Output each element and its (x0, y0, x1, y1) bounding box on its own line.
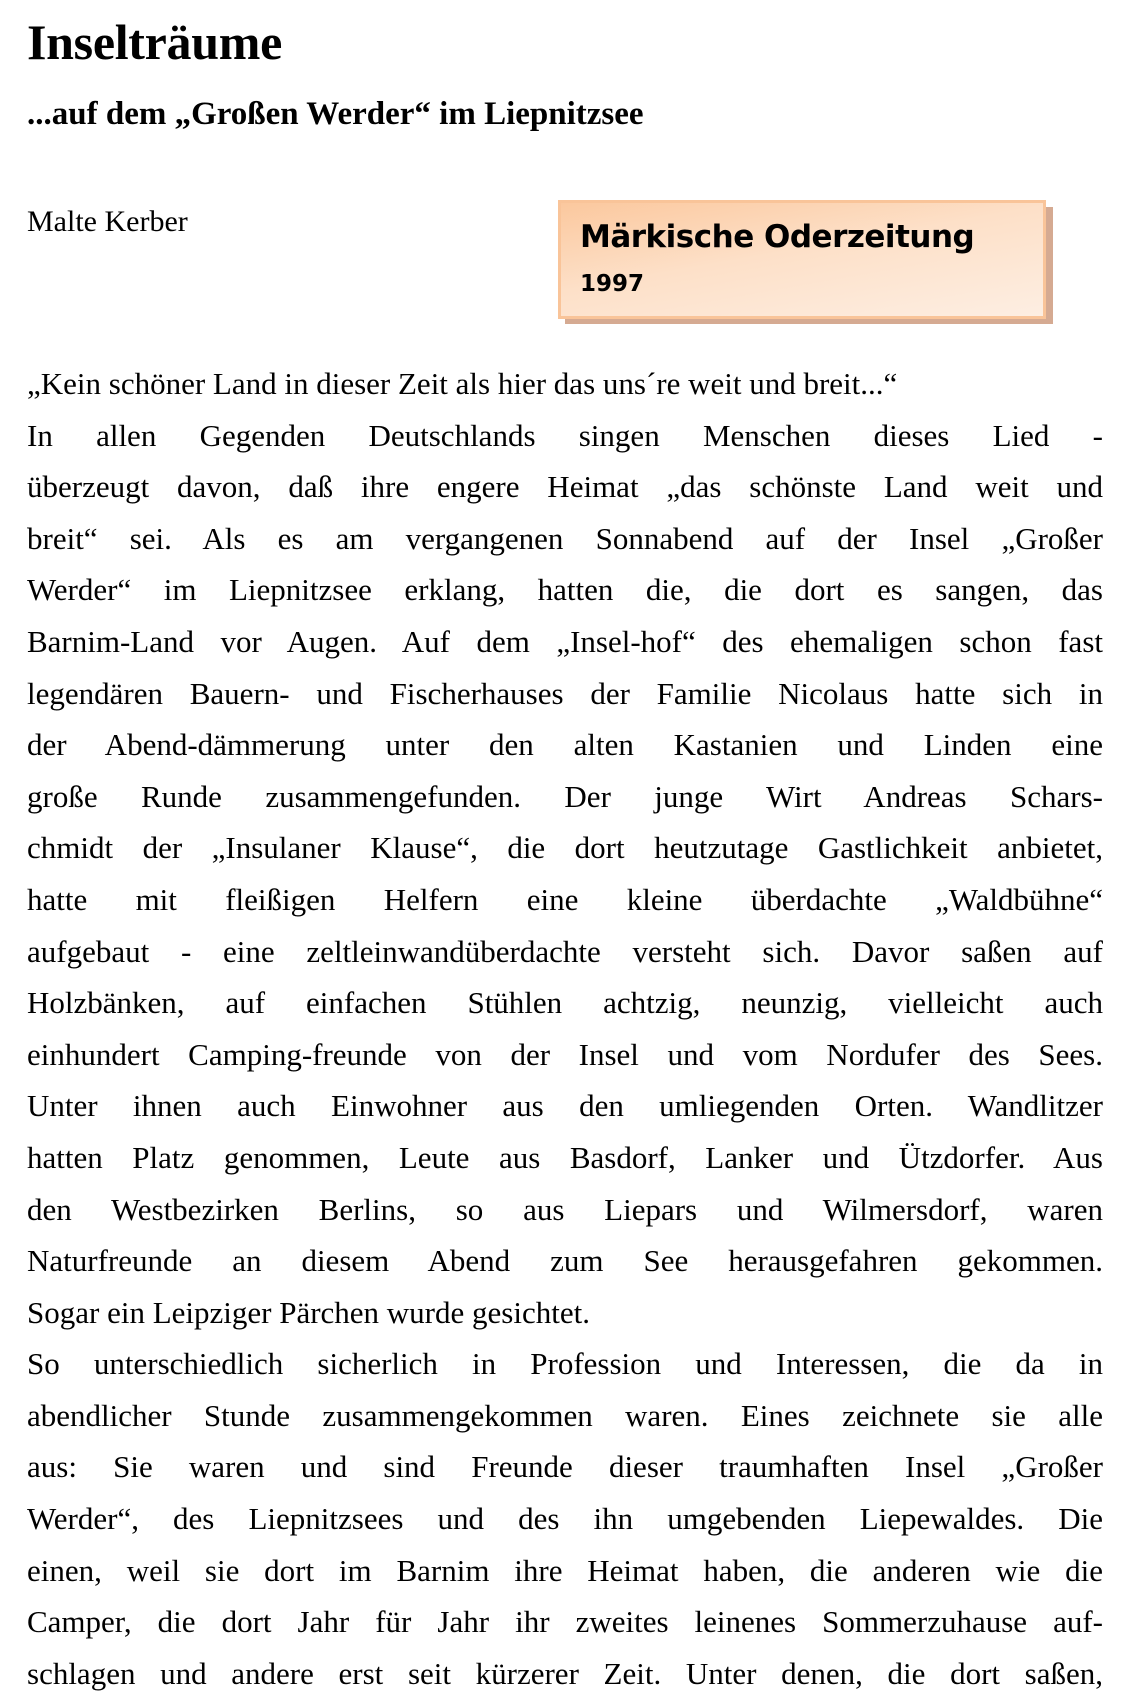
article-subtitle: ...auf dem „Großen Werder“ im Liepnitzsee (27, 96, 644, 132)
body-text-line: chmidt der „Insulaner Klause“, die dort heutzutage Gastlichkeit anbietet, (27, 830, 1103, 866)
body-text-line: der Abend-dämmerung unter den alten Kastanien und Linden eine (27, 727, 1103, 763)
body-text-line: hatten Platz genommen, Leute aus Basdorf, Lanker und Ützdorfer. Aus (27, 1139, 1103, 1175)
body-text-line: breit“ sei. Als es am vergangenen Sonnabend auf der Insel „Großer (27, 520, 1103, 556)
body-text-line: schlagen und andere erst seit kürzerer Zeit. Unter denen, die dort saßen, (27, 1655, 1103, 1691)
source-box (558, 200, 1046, 319)
body-text-line: den Westbezirken Berlins, so aus Liepars und Wilmersdorf, waren (27, 1191, 1103, 1227)
body-text-line: „Kein schöner Land in dieser Zeit als hier das uns´re weit und breit...“ (27, 366, 898, 401)
body-text-line: Naturfreunde an diesem Abend zum See herausgefahren gekommen. (27, 1243, 1103, 1279)
body-text-line: einhundert Camping-freunde von der Insel und vom Nordufer des Sees. (27, 1036, 1103, 1072)
body-text-line: Unter ihnen auch Einwohner aus den umliegenden Orten. Wandlitzer (27, 1088, 1103, 1124)
body-text-line: Werder“ im Liepnitzsee erklang, hatten die, die dort es sangen, das (27, 572, 1103, 608)
body-text-line: abendlicher Stunde zusammengekommen waren. Eines zeichnete sie alle (27, 1397, 1103, 1433)
body-text-line: legendären Bauern- und Fischerhauses der Familie Nicolaus hatte sich in (27, 675, 1103, 711)
body-text-line: überzeugt davon, daß ihre engere Heimat „das schönste Land weit und (27, 469, 1103, 505)
body-text-line: große Runde zusammengefunden. Der junge Wirt Andreas Schars- (27, 778, 1103, 814)
publication-year: 1997 (580, 271, 645, 297)
body-text-line: In allen Gegenden Deutschlands singen Menschen dieses Lied - (27, 417, 1103, 453)
article-title: Inselträume (27, 14, 283, 70)
body-text-line: Holzbänken, auf einfachen Stühlen achtzig, neunzig, vielleicht auch (27, 985, 1103, 1021)
body-text-line: Sogar ein Leipziger Pärchen wurde gesichtet. (27, 1294, 590, 1330)
body-text-line: So unterschiedlich sicherlich in Profession und Interessen, die da in (27, 1346, 1103, 1382)
publication-name: Märkische Oderzeitung (580, 219, 975, 255)
body-text-line: Camper, die dort Jahr für Jahr ihr zweites leinenes Sommerzuhause auf- (27, 1604, 1103, 1640)
article-body (27, 358, 1103, 1699)
body-text-line: hatte mit fleißigen Helfern eine kleine überdachte „Waldbühne“ (27, 881, 1103, 917)
author-name: Malte Kerber (27, 205, 188, 238)
body-text-line: Barnim-Land vor Augen. Auf dem „Insel-hof“ des ehemaligen schon fast (27, 623, 1103, 659)
body-text-line: einen, weil sie dort im Barnim ihre Heimat haben, die anderen wie die (27, 1552, 1103, 1588)
body-text-line: aufgebaut - eine zeltleinwandüberdachte versteht sich. Davor saßen auf (27, 933, 1103, 969)
body-text-line: Werder“, des Liepnitzsees und des ihn umgebenden Liepewaldes. Die (27, 1501, 1103, 1537)
body-text-line: aus: Sie waren und sind Freunde dieser traumhaften Insel „Großer (27, 1449, 1103, 1485)
